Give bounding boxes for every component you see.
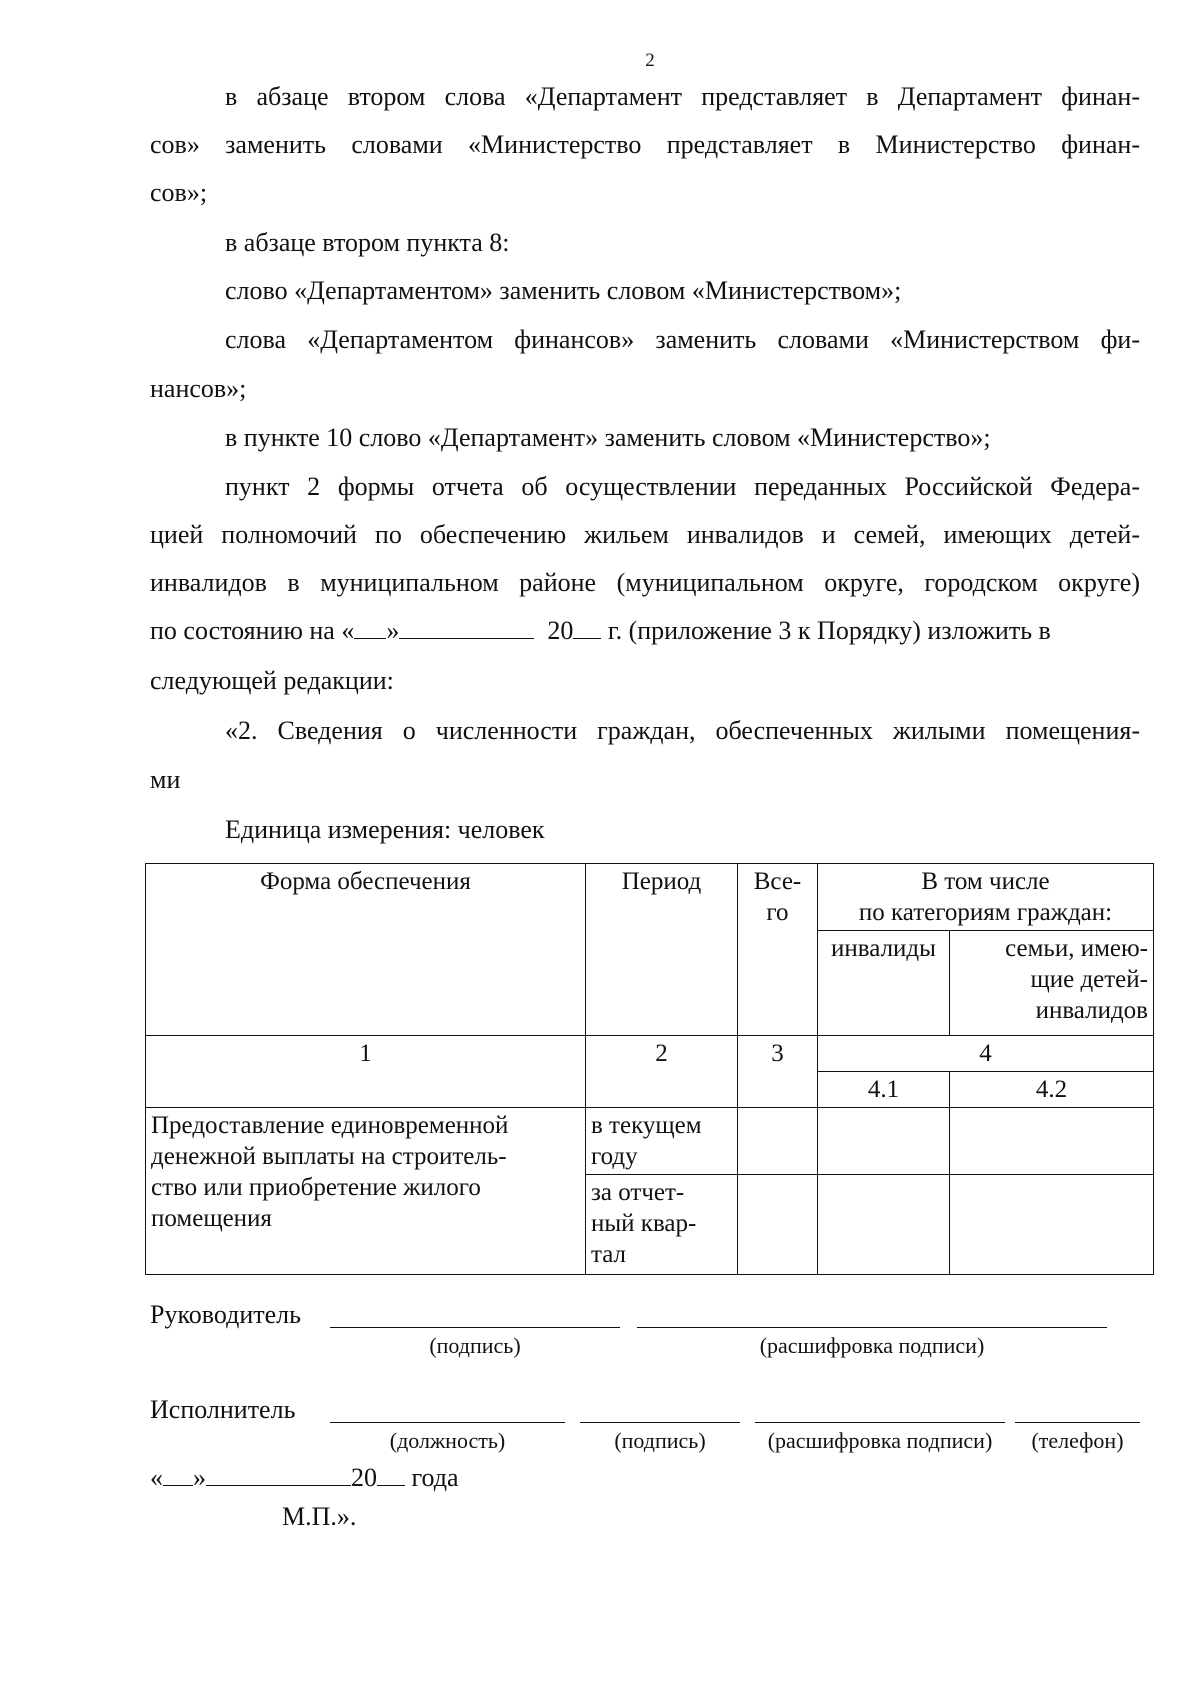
- head-decode-caption: (расшифровка подписи): [759, 1333, 985, 1358]
- paragraph-line: инвалидов в муниципальном районе (муниципальном округе, городском округе): [150, 568, 1140, 597]
- head-sign-caption: (подпись): [429, 1333, 521, 1358]
- row-form-cell: Предоставление единовременной денежной выплаты на строитель- ство или приобретение жилого помещения: [146, 1108, 586, 1275]
- paragraph-line: в абзаце втором пункта 8:: [225, 228, 510, 257]
- paragraph-line: цией полномочий по обеспечению жильем инвалидов и семей, имеющих детей-: [150, 520, 1140, 549]
- paragraph-line: нансов»;: [150, 374, 247, 403]
- header-period: Период: [586, 864, 738, 1036]
- sig-year-blank: [377, 1465, 405, 1486]
- month-blank: [399, 618, 534, 639]
- row-current-total: [738, 1108, 818, 1175]
- unit-line: Единица измерения: человек: [225, 815, 545, 844]
- exec-position-line: [330, 1422, 565, 1423]
- paragraph-line: пункт 2 формы отчета об осуществлении переданных Российской Федера-: [225, 472, 1140, 501]
- paragraph-line: сов» заменить словами «Министерство представляет в Министерство финан-: [150, 130, 1140, 159]
- head-label: Руководитель: [150, 1300, 301, 1329]
- col-number-4-1: 4.1: [818, 1072, 950, 1108]
- row-quarter-families: [950, 1175, 1154, 1275]
- header-total: Все- го: [738, 864, 818, 1036]
- paragraph-line: в абзаце втором слова «Департамент представляет в Департамент финан-: [225, 82, 1140, 111]
- date-line-year: 20: [547, 616, 574, 645]
- header-disabled: инвалиды: [818, 931, 950, 1036]
- date-line-prefix: по состоянию на «: [150, 616, 355, 645]
- head-sign-line: [330, 1327, 620, 1328]
- date-line: [150, 616, 1140, 646]
- row-quarter-total: [738, 1175, 818, 1275]
- paragraph-line: слова «Департаментом финансов» заменить словами «Министерством фи-: [225, 325, 1140, 354]
- header-including: В том числе по категориям граждан:: [818, 864, 1154, 931]
- exec-position-caption: (должность): [389, 1428, 506, 1453]
- sig-month-blank: [206, 1465, 351, 1486]
- row-period-current: в текущем году: [586, 1108, 738, 1175]
- header-families: семьи, имею- щие детей- инвалидов: [950, 931, 1154, 1036]
- row-quarter-disabled: [818, 1175, 950, 1275]
- page-number: 2: [645, 50, 655, 71]
- col-number-1: 1: [146, 1036, 586, 1108]
- col-number-2: 2: [586, 1036, 738, 1108]
- exec-phone-line: [1015, 1422, 1140, 1423]
- paragraph-line: следующей редакции:: [150, 666, 394, 695]
- signature-date: « » 20 года: [150, 1463, 459, 1492]
- row-period-quarter: за отчет- ный квар- тал: [586, 1175, 738, 1275]
- exec-sign-line: [580, 1422, 740, 1423]
- stamp-mark: М.П.».: [282, 1502, 357, 1531]
- paragraph-line: слово «Департаментом» заменить словом «Министерством»;: [225, 276, 902, 305]
- col-number-3: 3: [738, 1036, 818, 1108]
- paragraph-line: «2. Сведения о численности граждан, обеспеченных жилыми помещения-: [225, 716, 1140, 745]
- row-current-disabled: [818, 1108, 950, 1175]
- col-number-4-2: 4.2: [950, 1072, 1154, 1108]
- exec-sign-caption: (подпись): [614, 1428, 706, 1453]
- year-blank: [573, 618, 601, 639]
- col-number-4: 4: [818, 1036, 1154, 1072]
- sig-day-blank: [163, 1465, 193, 1486]
- report-table: [145, 863, 1154, 1275]
- paragraph-line: ми: [150, 765, 181, 794]
- date-line-mid: »: [386, 616, 400, 645]
- paragraph-line: сов»;: [150, 178, 208, 207]
- date-line-suffix: г. (приложение 3 к Порядку) изложить в: [601, 616, 1051, 645]
- exec-phone-caption: (телефон): [1031, 1428, 1124, 1453]
- header-form: Форма обеспечения: [146, 864, 586, 1036]
- executor-label: Исполнитель: [150, 1395, 296, 1424]
- day-blank: [354, 618, 386, 639]
- row-current-families: [950, 1108, 1154, 1175]
- exec-decode-line: [755, 1422, 1005, 1423]
- exec-decode-caption: (расшифровка подписи): [767, 1428, 993, 1453]
- head-decode-line: [637, 1327, 1107, 1328]
- paragraph-line: в пункте 10 слово «Департамент» заменить словом «Министерство»;: [225, 423, 991, 452]
